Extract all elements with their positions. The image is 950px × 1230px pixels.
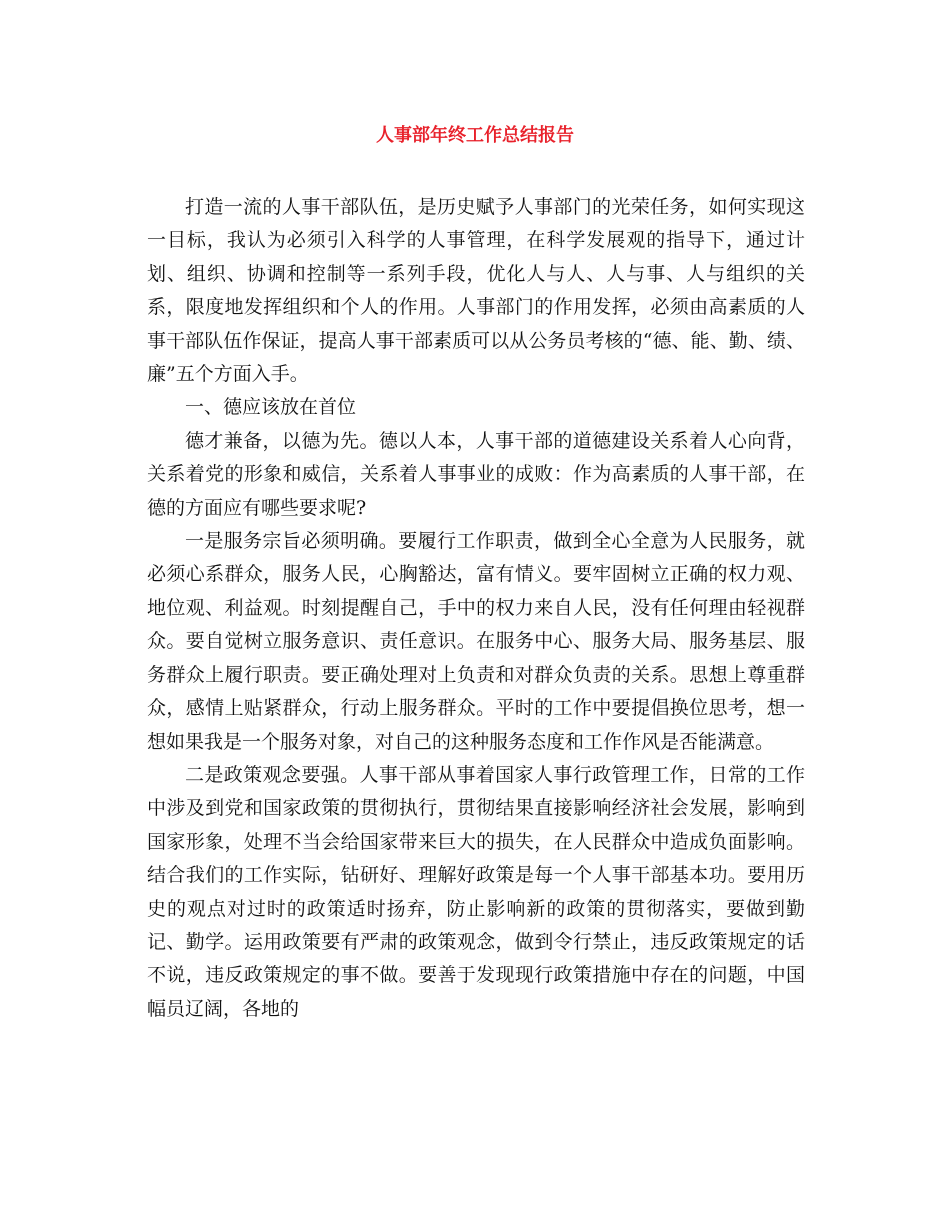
document-title: 人事部年终工作总结报告 bbox=[376, 125, 574, 146]
paragraph-intro: 打造一流的人事干部队伍，是历史赋予人事部门的光荣任务，如何实现这一目标，我认为必须引入科学的人事管理，在科学发展观的指导下，通过计划、组织、协调和控制等一系列手段，优化人与人、人与事、人与组织的关系，限度地发挥组织和个人的作用。人事部门的作用发挥，必须由高素质的人事干部队伍作保证，提高人事干部素质可以从公务员考核的“德、能、勤、绩、廉”五个方面入手。 bbox=[147, 196, 805, 386]
document-body bbox=[147, 191, 805, 1026]
paragraph-policy: 二是政策观念要强。人事干部从事着国家人事行政管理工作，日常的工作中涉及到党和国家政策的贯彻执行，贯彻结果直接影响经济社会发展，影响到国家形象，处理不当会给国家带来巨大的损失，在人民群众中造成负面影响。结合我们的工作实际，钻研好、理解好政策是每一个人事干部基本功。要用历史的观点对过时的政策适时扬弃，防止影响新的政策的贯彻落实，要做到勤记、勤学。运用政策要有严肃的政策观念，做到令行禁止，违反政策规定的话不说，违反政策规定的事不做。要善于发现现行政策措施中存在的问题，中国幅员辽阔，各地的 bbox=[147, 763, 805, 1020]
paragraph-virtue: 德才兼备，以德为先。德以人本，人事干部的道德建设关系着人心向背，关系着党的形象和威信，关系着人事事业的成败：作为高素质的人事干部，在德的方面应有哪些要求呢? bbox=[147, 429, 805, 519]
paragraph-service: 一是服务宗旨必须明确。要履行工作职责，做到全心全意为人民服务，就必须心系群众，服务人民，心胸豁达，富有情义。要牢固树立正确的权力观、地位观、利益观。时刻提醒自己，手中的权力来自人民，没有任何理由轻视群众。要自觉树立服务意识、责任意识。在服务中心、服务大局、服务基层、服务群众上履行职责。要正确处理对上负责和对群众负责的关系。思想上尊重群众，感情上贴紧群众，行动上服务群众。平时的工作中要提倡换位思考，想一想如果我是一个服务对象，对自己的这种服务态度和工作作风是否能满意。 bbox=[147, 530, 805, 753]
section-heading: 一、德应该放在首位 bbox=[185, 396, 357, 419]
